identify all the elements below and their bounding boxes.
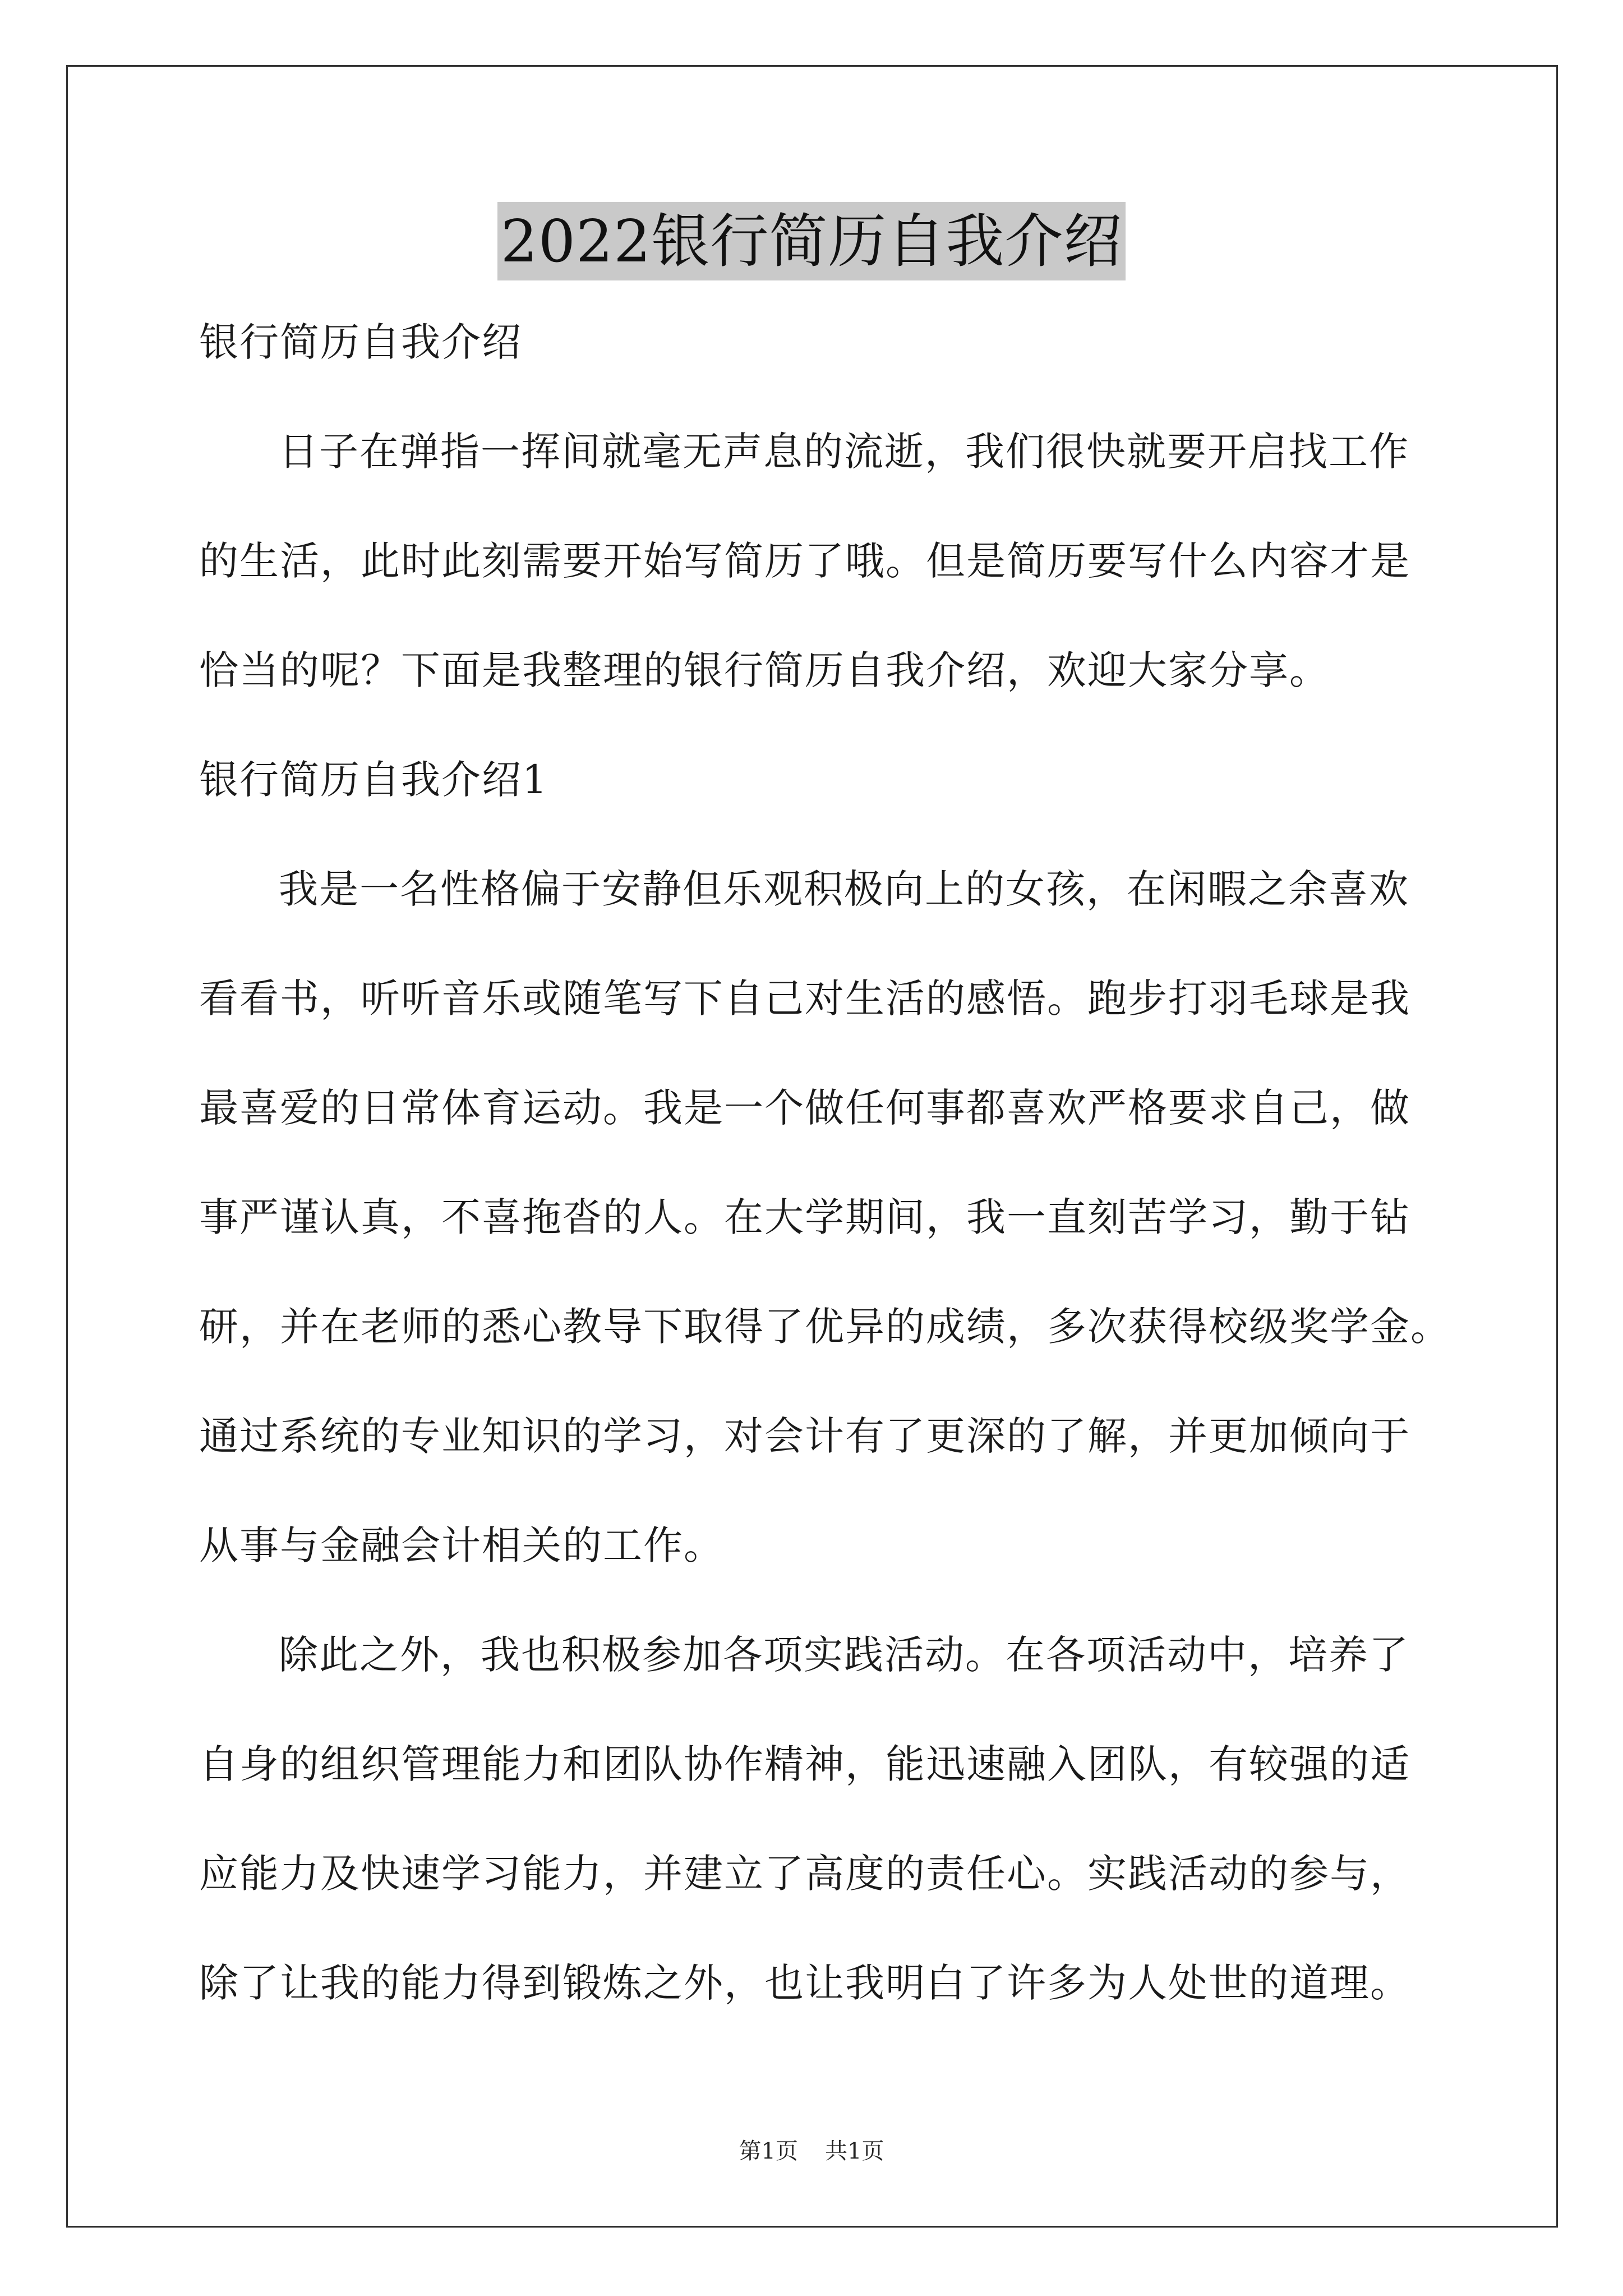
body-line: 的生活，此时此刻需要开始写简历了哦。但是简历要写什么内容才是 (199, 538, 1410, 584)
body-line: 我是一名性格偏于安静但乐观积极向上的女孩，在闲暇之余喜欢 (279, 866, 1409, 912)
title-container (0, 202, 1623, 280)
body-line: 银行简历自我介绍1 (199, 757, 548, 803)
body-line: 恰当的呢？下面是我整理的银行简历自我介绍，欢迎大家分享。 (199, 647, 1330, 693)
body-line: 除此之外，我也积极参加各项实践活动。在各项活动中，培养了 (279, 1632, 1409, 1678)
body-line: 事严谨认真，不喜拖沓的人。在大学期间，我一直刻苦学习，勤于钻 (199, 1194, 1410, 1240)
page-number: 第1页 (739, 2138, 798, 2164)
body-line: 最喜爱的日常体育运动。我是一个做任何事都喜欢严格要求自己，做 (199, 1085, 1410, 1131)
page-footer (0, 2134, 1623, 2168)
body-line: 日子在弹指一挥间就毫无声息的流逝，我们很快就要开启找工作 (279, 429, 1409, 475)
body-line: 银行简历自我介绍 (199, 319, 522, 365)
page-total: 共1页 (825, 2138, 884, 2164)
body-line: 自身的组织管理能力和团队协作精神，能迅速融入团队，有较强的适 (199, 1741, 1410, 1787)
body-line: 除了让我的能力得到锻炼之外，也让我明白了许多为人处世的道理。 (199, 1960, 1410, 2006)
body-line: 通过系统的专业知识的学习，对会计有了更深的了解，并更加倾向于 (199, 1413, 1410, 1459)
body-line: 看看书，听听音乐或随笔写下自己对生活的感悟。跑步打羽毛球是我 (199, 976, 1410, 1022)
document-body (199, 314, 1451, 2064)
body-line: 应能力及快速学习能力，并建立了高度的责任心。实践活动的参与， (199, 1851, 1410, 1897)
document-title: 2022银行简历自我介绍 (497, 202, 1126, 280)
body-line: 从事与金融会计相关的工作。 (199, 1522, 724, 1568)
body-line: 研，并在老师的悉心教导下取得了优异的成绩，多次获得校级奖学金。 (199, 1304, 1451, 1350)
